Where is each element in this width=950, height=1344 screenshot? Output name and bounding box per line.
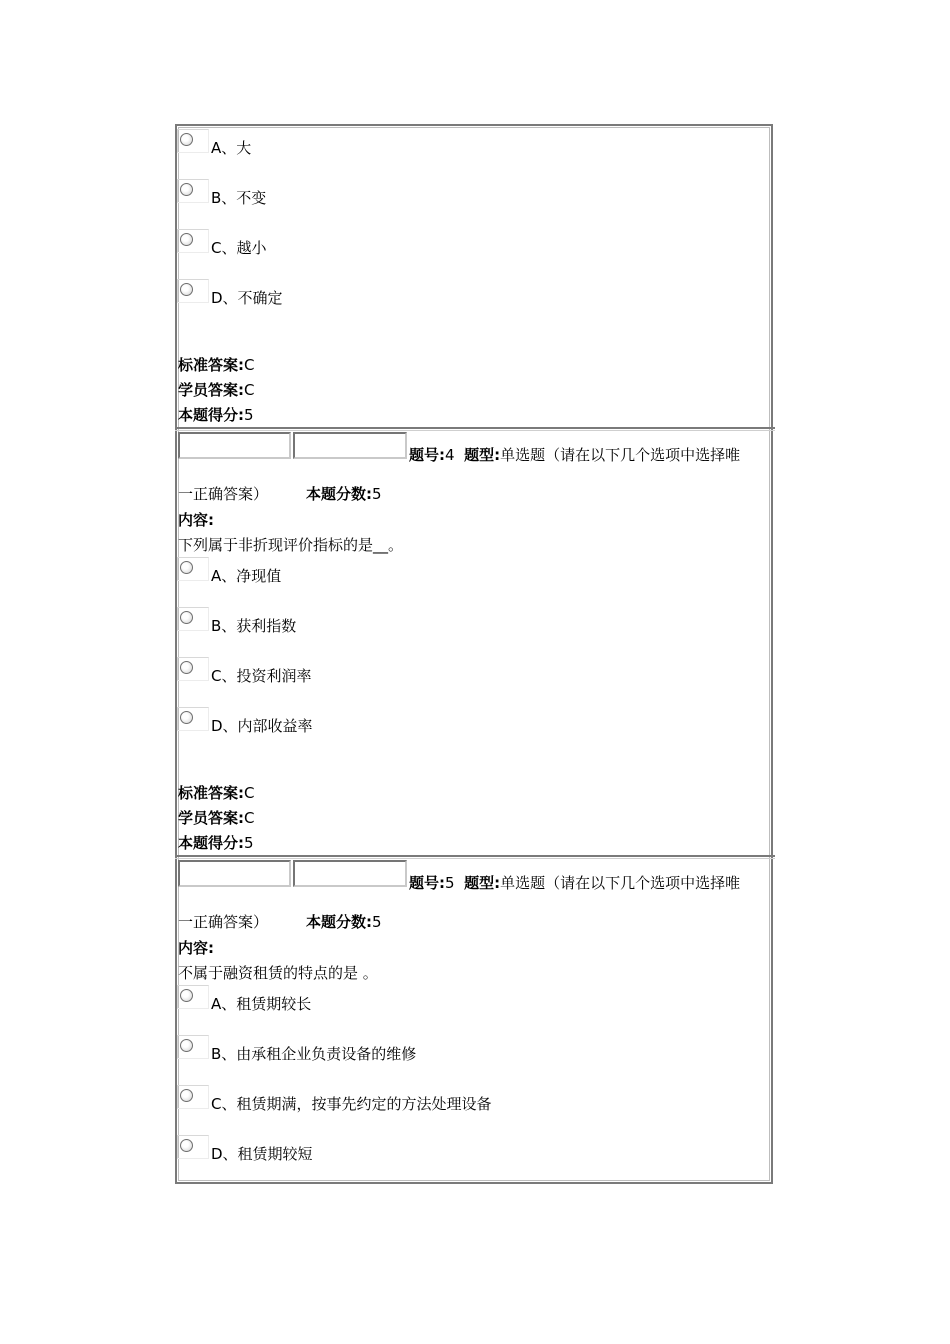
radio-icon (180, 561, 193, 574)
option-a-radio[interactable] (177, 985, 209, 1009)
question-divider (175, 427, 775, 429)
option-d-label: D、租赁期较短 (211, 1145, 313, 1163)
radio-icon (180, 611, 193, 624)
radio-icon (180, 233, 193, 246)
header-cell-box (178, 432, 291, 459)
radio-icon (180, 1089, 193, 1102)
option-a-label: A、大 (211, 139, 252, 157)
radio-icon (180, 1039, 193, 1052)
option-c-radio[interactable] (177, 657, 209, 681)
header-cell-box (293, 432, 407, 459)
student-answer: 学员答案:C (178, 809, 255, 827)
radio-icon (180, 989, 193, 1002)
radio-icon (180, 711, 193, 724)
question-type-cont: 一正确答案） 本题分数:5 (178, 913, 382, 931)
standard-answer: 标准答案:C (178, 784, 255, 802)
radio-icon (180, 1139, 193, 1152)
question-frame (175, 124, 773, 1184)
radio-icon (180, 283, 193, 296)
option-c-radio[interactable] (177, 229, 209, 253)
option-d-radio[interactable] (177, 707, 209, 731)
question-header: 题号:4 题型:单选题（请在以下几个选项中选择唯 (409, 446, 741, 464)
option-a-label: A、租赁期较长 (211, 995, 312, 1013)
option-c-label: C、租赁期满，按事先约定的方法处理设备 (211, 1095, 492, 1113)
header-cell-box (293, 860, 407, 887)
question-text: 下列属于非折现评价指标的是__。 (178, 536, 404, 554)
question-header: 题号:5 题型:单选题（请在以下几个选项中选择唯 (409, 874, 741, 892)
question-score: 本题得分:5 (178, 834, 254, 852)
option-c-label: C、投资利润率 (211, 667, 312, 685)
option-c-radio[interactable] (177, 1085, 209, 1109)
question-text: 不属于融资租赁的特点的是 。 (178, 964, 378, 982)
radio-icon (180, 661, 193, 674)
question-divider (175, 855, 775, 857)
option-b-label: B、获利指数 (211, 617, 297, 635)
option-a-radio[interactable] (177, 557, 209, 581)
option-c-label: C、越小 (211, 239, 267, 257)
option-b-radio[interactable] (177, 1035, 209, 1059)
header-cell-box (178, 860, 291, 887)
option-d-radio[interactable] (177, 1135, 209, 1159)
option-d-radio[interactable] (177, 279, 209, 303)
student-answer: 学员答案:C (178, 381, 255, 399)
option-d-label: D、内部收益率 (211, 717, 313, 735)
option-b-label: B、由承租企业负责设备的维修 (211, 1045, 417, 1063)
question-score: 本题得分:5 (178, 406, 254, 424)
content-label: 内容: (178, 511, 214, 529)
option-b-label: B、不变 (211, 189, 267, 207)
radio-icon (180, 183, 193, 196)
question-type-cont: 一正确答案） 本题分数:5 (178, 485, 382, 503)
option-b-radio[interactable] (177, 179, 209, 203)
option-b-radio[interactable] (177, 607, 209, 631)
option-a-label: A、净现值 (211, 567, 282, 585)
standard-answer: 标准答案:C (178, 356, 255, 374)
option-d-label: D、不确定 (211, 289, 283, 307)
option-a-radio[interactable] (177, 129, 209, 153)
radio-icon (180, 133, 193, 146)
content-label: 内容: (178, 939, 214, 957)
